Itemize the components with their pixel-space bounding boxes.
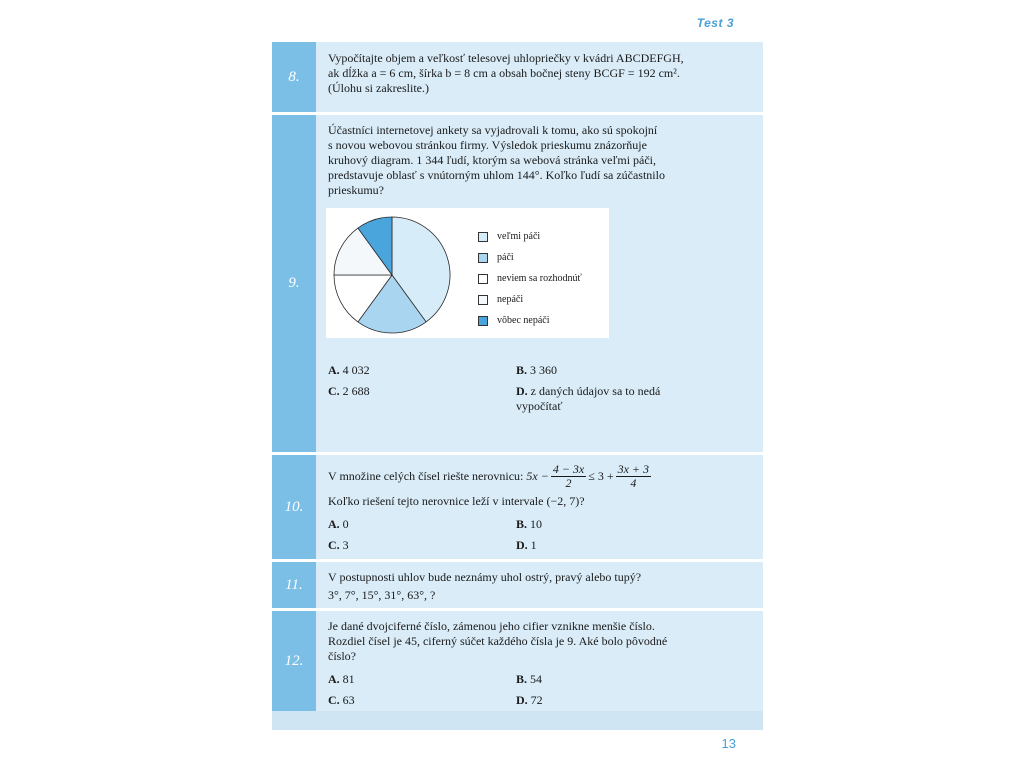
task-number: 9. [272,115,316,452]
answer-a: A. 4 032 [328,363,370,377]
legend-swatch [478,274,488,284]
inequality-line: V množine celých čísel riešte nerovnicu: 5x − $\frac{4 - 3x}{2}$ ≤ 3 + $\frac{3x + 3}{4}$ [328,462,650,490]
task-number: 12. [272,611,316,711]
test-sheet [272,42,763,730]
answer-d: D. 72 [516,693,543,707]
task-text-line: Účastníci internetovej ankety sa vyjadrovali k tomu, ako sú spokojní [328,123,658,137]
legend-label: veľmi páči [497,231,541,242]
legend-swatch [478,295,488,305]
answer-c: C. 3 [328,538,349,552]
task-8 [272,42,763,112]
page-number: 13 [721,736,736,751]
legend-label: nepáči [497,294,524,305]
answer-options [328,517,753,553]
task-12 [272,611,763,711]
answer-options [328,363,748,414]
fraction: $\frac{4 - 3x}{2}$ [552,462,585,490]
legend-swatch [478,316,488,326]
task-text-line: predstavuje oblasť s vnútorným uhlom 144°. Koľko ľudí sa zúčastnilo [328,168,665,182]
answer-b: B. 10 [516,517,543,531]
task-text-line: číslo? [328,649,356,663]
answer-b: B. 3 360 [516,363,558,377]
legend-item [478,229,540,244]
task-body [316,611,763,711]
fraction: $\frac{3x + 3}{4}$ [617,462,650,490]
answer-a: A. 81 [328,672,355,686]
legend-label: neviem sa rozhodnúť [497,273,582,284]
answer-b: B. 54 [516,672,543,686]
task-text-line: Je dané dvojciferné číslo, zámenou jeho cifier vznikne menšie číslo. [328,619,655,633]
task-text-line: 3°, 7°, 15°, 31°, 63°, ? [328,588,436,602]
task-text-line: Vypočítajte objem a veľkosť telesovej uhlopriečky v kvádri ABCDEFGH, [328,51,684,65]
task-body [316,42,763,112]
answer-d: D. 1 [516,538,537,552]
task-10 [272,455,763,559]
legend-item [478,313,549,328]
answer-d: D. z daných údajov sa to nedá vypočítať [516,384,661,413]
legend-label: vôbec nepáči [497,315,550,326]
task-text-line: Koľko riešení tejto nerovnice leží v intervale (−2, 7)? [328,494,585,508]
task-number: 8. [272,42,316,112]
legend-label: páči [497,252,514,263]
task-body [316,115,763,452]
task-11 [272,562,763,608]
task-9 [272,115,763,452]
legend-swatch [478,253,488,263]
legend-item [478,250,514,265]
task-text-line: prieskumu? [328,183,384,197]
task-text-line: (Úlohu si zakreslite.) [328,81,429,95]
pie-chart [332,208,462,338]
answer-c: C. 63 [328,693,355,707]
task-text-line: ak dĺžka a = 6 cm, šírka b = 8 cm a obsah bočnej steny BCGF = 192 cm². [328,66,680,80]
pie-chart-panel [326,208,609,338]
task-text-line: s novou webovou stránkou firmy. Výsledok prieskumu znázorňuje [328,138,647,152]
answer-c: C. 2 688 [328,384,370,398]
task-text-line: Rozdiel čísel je 45, ciferný súčet každého čísla je 9. Aké bolo pôvodné [328,634,668,648]
task-text-line: V postupnosti uhlov bude neznámy uhol ostrý, pravý alebo tupý? [328,570,642,584]
header-title: Test 3 [696,16,734,30]
legend-swatch [478,232,488,242]
task-number: 11. [272,562,316,608]
task-body [316,455,763,559]
task-number: 10. [272,455,316,559]
task-text-line: kruhový diagram. 1 344 ľudí, ktorým sa webová stránka veľmi páči, [328,153,657,167]
answer-options [328,672,753,708]
legend-item [478,271,582,286]
task-body [316,562,763,608]
answer-a: A. 0 [328,517,349,531]
legend-item [478,292,523,307]
